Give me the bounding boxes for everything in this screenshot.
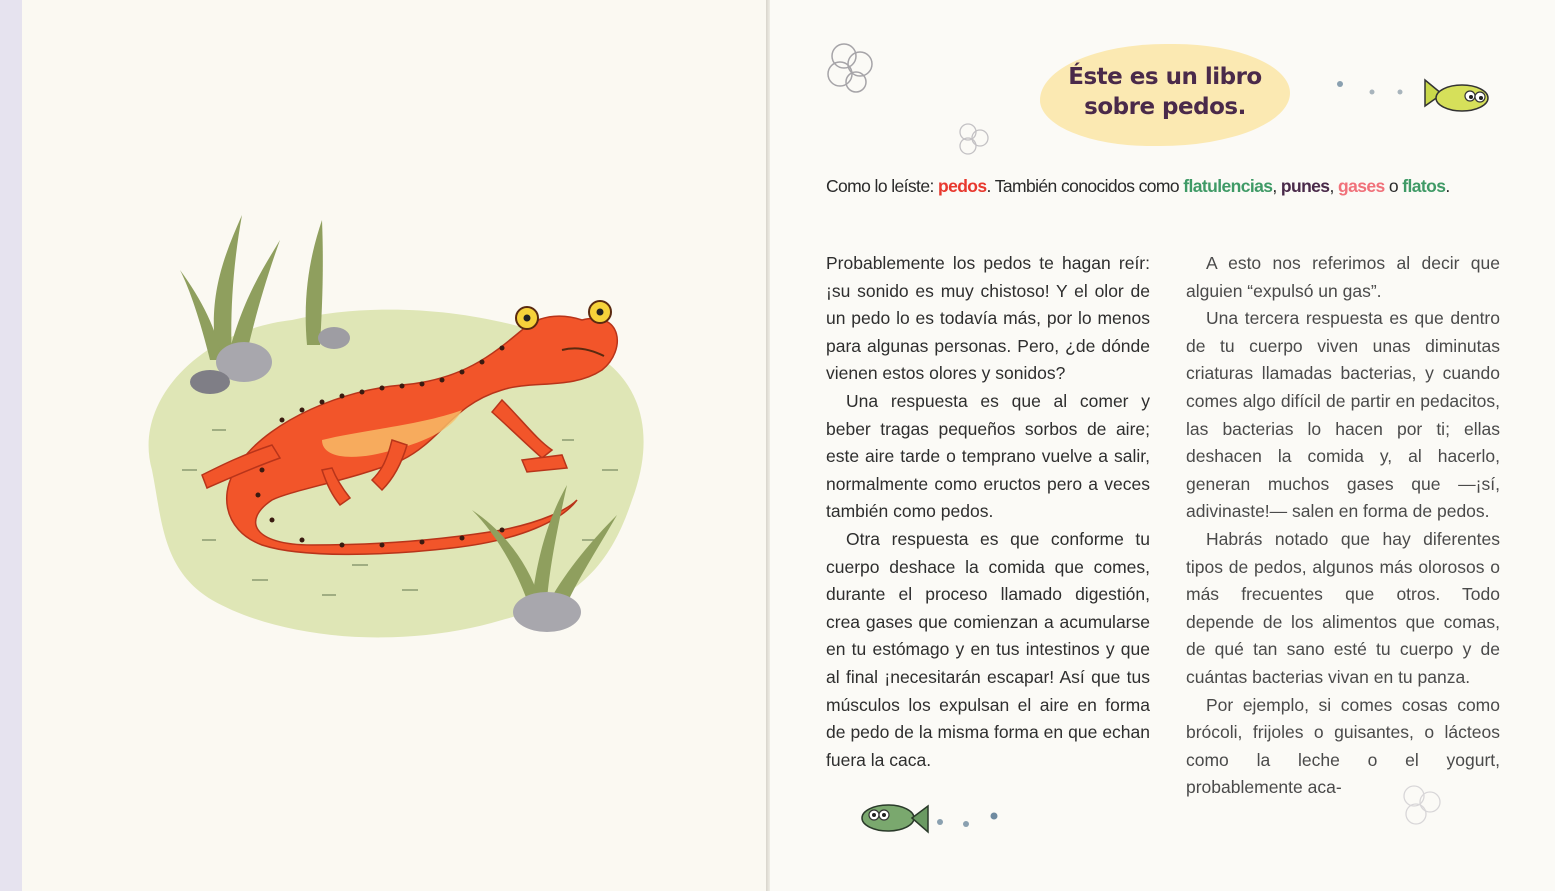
- intro-mid: . También conocidos como: [986, 176, 1184, 196]
- page-title: [1040, 62, 1290, 122]
- keyword-punes: punes: [1280, 176, 1330, 196]
- fish-icon: [1330, 70, 1500, 130]
- left-page: [0, 0, 770, 891]
- flower-doodle-icon: [822, 38, 882, 98]
- keyword-gases: gases: [1337, 176, 1385, 196]
- intro-sep: ,: [1329, 176, 1338, 196]
- keyword-flatos: flatos: [1402, 176, 1446, 196]
- paragraph: Habrás notado que hay diferentes tipos de pedos, algunos más olorosos o más frecuentes que otros. Todo depende de los alimentos que comas, de qué tan sano esté tu cuerpo y de cuántas bacterias vivan en tu panza.: [1186, 528, 1500, 687]
- paragraph: Probablemente los pedos te hagan reír: ¡su sonido es muy chistoso! Y el olor de un pedo lo es todavía más, por lo menos para algunas personas. Pero, ¿de dónde vienen estos olores y sonidos?: [826, 253, 1150, 384]
- text-column-left: [826, 250, 1150, 774]
- text-column-right: [1186, 250, 1500, 802]
- paragraph: A esto nos referimos al decir que alguien “expulsó un gas”.: [1186, 253, 1500, 301]
- fish-icon: [858, 798, 1008, 848]
- salamander-illustration: [22, 0, 770, 891]
- title-line-2: sobre pedos.: [1084, 94, 1246, 120]
- keyword-pedos: pedos: [937, 176, 987, 196]
- title-line-1: Éste es un libro: [1068, 64, 1262, 90]
- flower-doodle-icon: [954, 120, 994, 160]
- paragraph: Una tercera respuesta es que dentro de tu cuerpo viven unas diminutas criaturas llamadas bacterias, y cuando comes algo difícil de partir en pedacitos, las bacterias lo hacen por ti; ellas deshacen la comida y, al hacerlo, generan muchos gases que —¡sí, adivinaste!— salen en forma de pedos.: [1186, 308, 1500, 522]
- paragraph: Otra respuesta es que conforme tu cuerpo deshace la comida que comes, durante el proceso llamado digestión, crea gases que comienzan a acumularse en tu estómago y en tus intestinos y que al final ¡necesitarán escapar! Así que tus músculos los expulsan el aire en forma de pedo de la misma forma en que echan fuera la caca.: [826, 528, 1150, 770]
- paragraph: Por ejemplo, si comes cosas como brócoli, frijoles o guisantes, o lácteos como la leche o el yogurt, probablemente aca-: [1186, 694, 1500, 798]
- right-page: [770, 0, 1555, 891]
- keyword-flatulencias: flatulencias: [1183, 176, 1273, 196]
- intro-line: [826, 176, 1526, 197]
- paragraph: Una respuesta es que al comer y beber tragas pequeños sorbos de aire; este aire tarde o temprano vuelve a salir, normalmente como eructos pero a veces también como pedos.: [826, 390, 1150, 522]
- intro-sep: ,: [1272, 176, 1281, 196]
- intro-sep: o: [1384, 176, 1403, 196]
- intro-end: .: [1445, 176, 1450, 196]
- intro-prefix: Como lo leíste:: [826, 176, 938, 196]
